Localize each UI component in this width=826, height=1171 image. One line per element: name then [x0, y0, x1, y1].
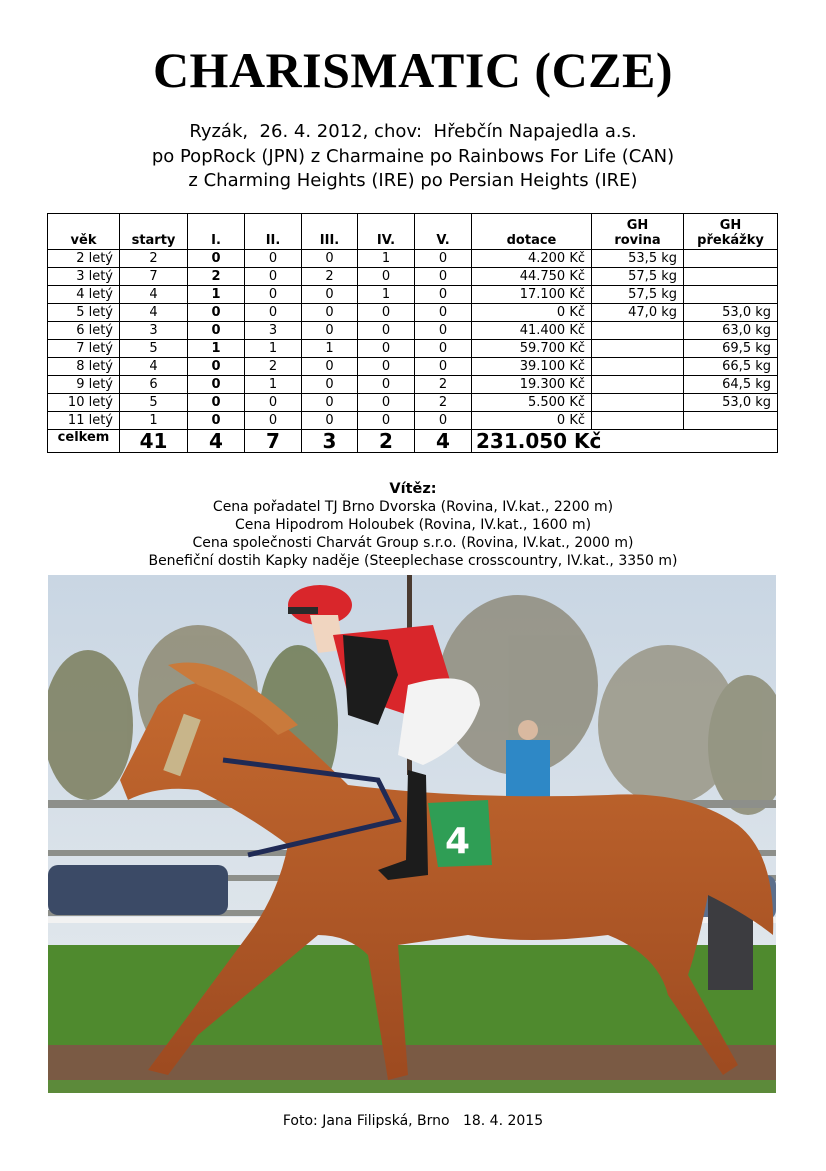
table-cell — [592, 340, 684, 358]
table-cell: 5.500 Kč — [472, 394, 592, 412]
table-cell: 0 — [245, 268, 302, 286]
table-row — [48, 250, 778, 268]
total-row — [48, 430, 778, 453]
table-cell: 0 — [415, 304, 472, 322]
table-cell: 53,5 kg — [592, 250, 684, 268]
table-cell — [684, 286, 778, 304]
table-cell: 0 — [358, 322, 415, 340]
table-cell: 2 — [302, 268, 358, 286]
table-cell: 0 — [188, 304, 245, 322]
table-cell: 7 letý — [48, 340, 120, 358]
pedigree-line-2: po PopRock (JPN) z Charmaine po Rainbows For Life (CAN) — [151, 146, 675, 167]
table-cell: 4 — [120, 304, 188, 322]
table-cell: 4 — [120, 286, 188, 304]
win-item: Cena společnosti Charvát Group s.r.o. (Rovina, IV.kat., 2000 m) — [192, 535, 634, 551]
table-cell: 5 — [120, 340, 188, 358]
table-cell: 57,5 kg — [592, 268, 684, 286]
table-cell: 0 — [302, 286, 358, 304]
table-cell: 0 — [415, 286, 472, 304]
table-cell: 1 — [245, 340, 302, 358]
table-cell: 0 — [188, 376, 245, 394]
table-body — [48, 250, 778, 453]
table-cell: 2 — [120, 250, 188, 268]
saddle-number: 4 — [445, 821, 471, 862]
table-cell — [684, 250, 778, 268]
table-cell: 0 — [245, 304, 302, 322]
pedigree-line-1: Ryzák, 26. 4. 2012, chov: Hřebčín Napajedla a.s. — [189, 121, 637, 142]
table-cell: 0 — [415, 322, 472, 340]
table-cell: 3 — [120, 322, 188, 340]
table-cell — [592, 358, 684, 376]
table-cell: 69,5 kg — [684, 340, 778, 358]
table-cell: 9 letý — [48, 376, 120, 394]
table-cell: 53,0 kg — [684, 304, 778, 322]
table-cell: 2 — [245, 358, 302, 376]
total-value: 4 — [415, 430, 472, 453]
table-cell: 0 — [302, 304, 358, 322]
column-header: dotace — [472, 214, 592, 250]
column-header: V. — [415, 214, 472, 250]
saddle-cloth — [428, 800, 492, 867]
table-cell: 0 — [415, 358, 472, 376]
table-cell: 0 — [302, 358, 358, 376]
table-cell: 2 — [415, 394, 472, 412]
table-cell: 0 — [302, 394, 358, 412]
table-cell: 47,0 kg — [592, 304, 684, 322]
table-cell: 4 letý — [48, 286, 120, 304]
column-header: IV. — [358, 214, 415, 250]
table-row — [48, 286, 778, 304]
table-cell: 1 — [188, 286, 245, 304]
table-cell: 0 — [245, 250, 302, 268]
total-prize-money: 231.050 Kč — [472, 430, 778, 453]
table-cell: 0 — [188, 322, 245, 340]
table-row — [48, 304, 778, 322]
table-cell: 2 — [415, 376, 472, 394]
table-cell: 0 — [188, 358, 245, 376]
column-header: I. — [188, 214, 245, 250]
table-cell: 0 — [358, 358, 415, 376]
table-cell: 4.200 Kč — [472, 250, 592, 268]
table-cell: 19.300 Kč — [472, 376, 592, 394]
total-value: 3 — [302, 430, 358, 453]
table-row — [48, 358, 778, 376]
total-label: celkem — [48, 430, 120, 453]
table-row — [48, 412, 778, 430]
table-cell: 0 — [245, 394, 302, 412]
table-cell: 0 — [415, 340, 472, 358]
table-row — [48, 268, 778, 286]
table-cell: 2 letý — [48, 250, 120, 268]
table-cell: 7 — [120, 268, 188, 286]
race-horse-photo — [48, 575, 776, 1093]
column-header: starty — [120, 214, 188, 250]
table-cell: 17.100 Kč — [472, 286, 592, 304]
total-value: 2 — [358, 430, 415, 453]
win-item: Cena Hipodrom Holoubek (Rovina, IV.kat., 1600 m) — [234, 517, 592, 533]
table-cell — [684, 412, 778, 430]
column-header: GH rovina — [592, 214, 684, 250]
table-header — [48, 214, 778, 250]
column-header: GH překážky — [684, 214, 778, 250]
table-cell: 0 — [415, 412, 472, 430]
table-cell: 1 — [245, 376, 302, 394]
total-value: 4 — [188, 430, 245, 453]
table-cell — [592, 376, 684, 394]
table-cell — [592, 412, 684, 430]
table-cell: 63,0 kg — [684, 322, 778, 340]
table-cell: 44.750 Kč — [472, 268, 592, 286]
table-cell: 0 — [188, 250, 245, 268]
table-cell: 1 — [302, 340, 358, 358]
table-cell: 0 — [415, 268, 472, 286]
table-cell: 64,5 kg — [684, 376, 778, 394]
table-cell: 0 — [302, 412, 358, 430]
wins-section — [0, 480, 826, 570]
table-cell: 0 — [358, 268, 415, 286]
table-cell: 0 — [188, 394, 245, 412]
total-value: 41 — [120, 430, 188, 453]
column-header: II. — [245, 214, 302, 250]
table-row — [48, 394, 778, 412]
table-row — [48, 376, 778, 394]
table-cell: 39.100 Kč — [472, 358, 592, 376]
table-cell: 3 — [245, 322, 302, 340]
table-cell: 0 — [358, 394, 415, 412]
table-row — [48, 322, 778, 340]
table-cell: 3 letý — [48, 268, 120, 286]
table-cell: 0 — [358, 376, 415, 394]
table-cell: 5 letý — [48, 304, 120, 322]
table-cell: 59.700 Kč — [472, 340, 592, 358]
table-cell: 0 Kč — [472, 304, 592, 322]
column-header: III. — [302, 214, 358, 250]
table-cell: 6 letý — [48, 322, 120, 340]
table-row — [48, 340, 778, 358]
table-cell — [592, 322, 684, 340]
table-cell: 2 — [188, 268, 245, 286]
table-cell: 6 — [120, 376, 188, 394]
table-cell: 57,5 kg — [592, 286, 684, 304]
win-item: Benefiční dostih Kapky naděje (Steeplechase crosscountry, IV.kat., 3350 m) — [148, 553, 678, 569]
table-cell: 41.400 Kč — [472, 322, 592, 340]
table-cell: 0 — [415, 250, 472, 268]
win-item: Cena pořadatel TJ Brno Dvorska (Rovina, IV.kat., 2200 m) — [212, 499, 614, 515]
table-cell: 0 — [358, 304, 415, 322]
wins-heading: Vítěz: — [389, 481, 437, 497]
table-cell — [684, 268, 778, 286]
table-cell: 4 — [120, 358, 188, 376]
column-header: věk — [48, 214, 120, 250]
table-cell: 0 — [302, 322, 358, 340]
table-cell: 0 — [302, 376, 358, 394]
pedigree-line-3: z Charming Heights (IRE) po Persian Heights (IRE) — [188, 170, 638, 191]
table-cell: 53,0 kg — [684, 394, 778, 412]
table-cell: 8 letý — [48, 358, 120, 376]
photo-caption: Foto: Jana Filipská, Brno 18. 4. 2015 — [282, 1113, 544, 1129]
table-cell: 10 letý — [48, 394, 120, 412]
table-cell: 5 — [120, 394, 188, 412]
horse-name-title: CHARISMATIC (CZE) — [152, 42, 674, 98]
table-cell: 0 — [245, 286, 302, 304]
table-cell: 0 — [302, 250, 358, 268]
table-cell: 1 — [120, 412, 188, 430]
table-cell: 0 — [245, 412, 302, 430]
table-cell: 0 — [358, 340, 415, 358]
table-cell: 0 — [358, 412, 415, 430]
table-cell: 1 — [358, 286, 415, 304]
table-cell: 0 Kč — [472, 412, 592, 430]
table-cell — [592, 394, 684, 412]
table-cell: 0 — [188, 412, 245, 430]
race-statistics-table — [47, 213, 778, 453]
table-cell: 1 — [188, 340, 245, 358]
table-cell: 11 letý — [48, 412, 120, 430]
table-cell: 1 — [358, 250, 415, 268]
table-cell: 66,5 kg — [684, 358, 778, 376]
total-value: 7 — [245, 430, 302, 453]
